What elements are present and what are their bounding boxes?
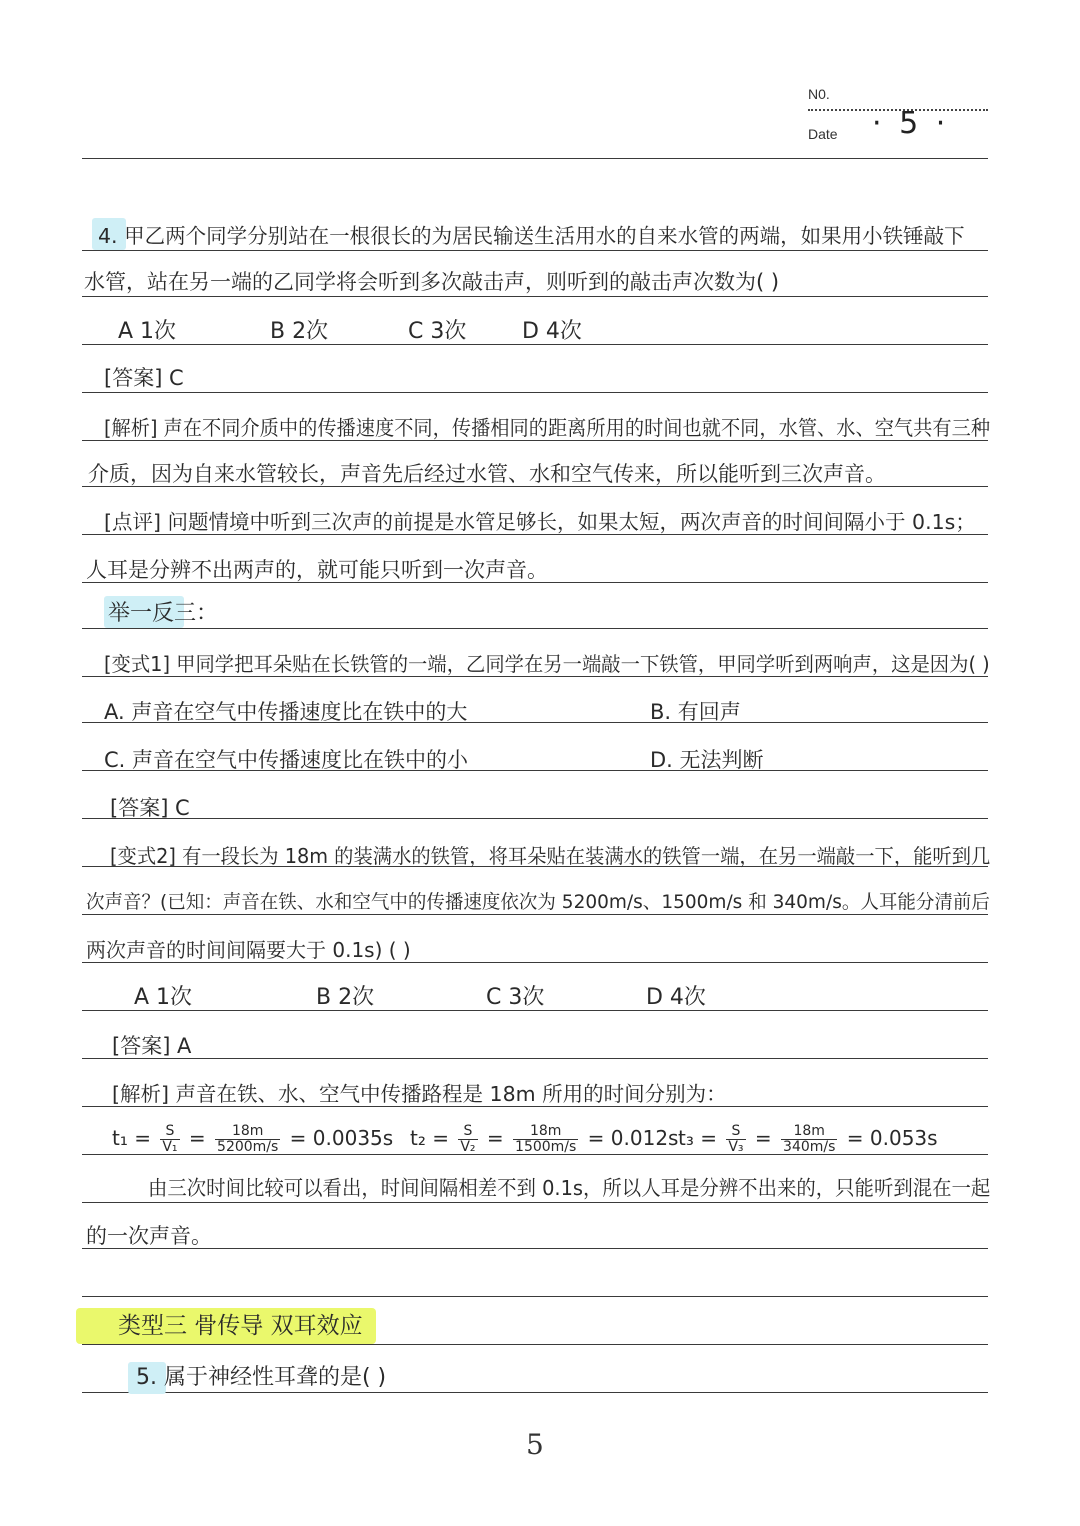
fraction-18m-over-5200: $\frac{18m}{5200m/s}$ — [217, 1123, 279, 1155]
fraction-18m-over-340: $\frac{18m}{340m/s}$ — [783, 1123, 836, 1155]
ruled-line — [82, 628, 988, 629]
fraction-18m-over-1500: $\frac{18m}{1500m/s}$ — [515, 1123, 577, 1155]
variant2-option-c: C 3次 — [486, 985, 545, 1010]
variant2-line3: 两次声音的时间间隔要大于 0.1s) ( ) — [86, 938, 411, 962]
formula-t1-lhs: t₁ = — [112, 1126, 151, 1150]
practice-heading: 举一反三： — [108, 601, 219, 626]
formula-t2-lhs: t₂ = — [410, 1126, 449, 1150]
ruled-line — [82, 1202, 988, 1203]
date-label: Date — [808, 126, 838, 142]
page-number: 5 — [526, 1428, 544, 1461]
q4-option-d: D 4次 — [522, 319, 582, 344]
ruled-line — [82, 818, 988, 819]
q4-option-a: A 1次 — [118, 319, 177, 344]
ruled-line — [82, 250, 988, 251]
formula-t1: t₁ = $\frac{S}{\text{V₁}}$ = $\frac{18m}{5200m/s}$ = 0.0035s — [112, 1123, 394, 1155]
variant2-option-d: D 4次 — [646, 985, 706, 1010]
variant1-answer: [答案] C — [110, 796, 190, 820]
q4-comment-line2: 人耳是分辨不出两声的，就可能只听到一次声音。 — [86, 558, 548, 582]
ruled-line — [82, 1058, 988, 1059]
q4-option-b: B 2次 — [270, 319, 329, 344]
conclusion-line1: 由三次时间比较可以看出，时间间隔相差不到 0.1s，所以人耳是分辨不出来的，只能听到混在一起 — [148, 1176, 991, 1200]
variant2-answer: [答案] A — [112, 1034, 192, 1058]
q4-stem-line1: 4. 甲乙两个同学分别站在一根很长的为居民输送生活用水的自来水管的两端，如果用小铁锤敲下 — [98, 224, 965, 248]
formula-t3-lhs: t₃ = — [678, 1126, 717, 1150]
q4-analysis-line2: 介质，因为自来水管较长，声音先后经过水管、水和空气传来，所以能听到三次声音。 — [88, 462, 886, 486]
q4-comment-line1: [点评] 问题情境中听到三次声的前提是水管足够长，如果太短，两次声音的时间间隔小于 0.1s； — [104, 510, 976, 534]
variant2-line2: 次声音？(已知：声音在铁、水和空气中的传播速度依次为 5200m/s、1500m/s 和 340m/s。人耳能分清前后 — [86, 891, 990, 913]
variant1-stem: [变式1] 甲同学把耳朵贴在长铁管的一端，乙同学在另一端敲一下铁管，甲同学听到两响声，这是因为( ) — [104, 652, 990, 676]
q4-stem-line2: 水管，站在另一端的乙同学将会听到多次敲击声，则听到的敲击声次数为( ) — [84, 270, 780, 294]
variant1-option-d: D. 无法判断 — [650, 748, 764, 772]
fraction-s-over-v2: $\frac{S}{\text{V₂}}$ — [460, 1123, 476, 1155]
variant1-option-c: C. 声音在空气中传播速度比在铁中的小 — [104, 748, 469, 772]
variant2-option-a: A 1次 — [134, 985, 193, 1010]
ruled-line — [82, 1392, 988, 1393]
variant1-option-b: B. 有回声 — [650, 700, 741, 724]
ruled-line — [82, 296, 988, 297]
type3-heading: 类型三 骨传导 双耳效应 — [118, 1313, 363, 1339]
q4-analysis-line1: [解析] 声在不同介质中的传播速度不同，传播相同的距离所用的时间也就不同，水管、水、空气共有三种 — [104, 416, 991, 440]
number-label: N0. — [808, 86, 830, 102]
fraction-s-over-v1: $\frac{S}{\text{V₁}}$ — [162, 1123, 178, 1155]
q4-option-c: C 3次 — [408, 319, 467, 344]
q4-answer: [答案] C — [104, 366, 184, 390]
date-value: · 5 · — [872, 106, 950, 141]
ruled-line — [82, 1296, 988, 1297]
variant2-analysis: [解析] 声音在铁、水、空气中传播路程是 18m 所用的时间分别为： — [112, 1082, 727, 1106]
formula-t2-result: = 0.012s — [587, 1126, 679, 1150]
variant1-option-a: A. 声音在空气中传播速度比在铁中的大 — [104, 700, 468, 724]
formula-t1-result: = 0.0035s — [289, 1126, 394, 1150]
formula-t3: t₃ = $\frac{S}{\text{V₃}}$ = $\frac{18m}{340m/s}$ = 0.053s — [678, 1123, 938, 1155]
ruled-line — [82, 1248, 988, 1249]
conclusion-line2: 的一次声音。 — [86, 1224, 212, 1248]
ruled-line — [82, 158, 988, 159]
ruled-line — [82, 1344, 988, 1345]
variant2-line1: [变式2] 有一段长为 18m 的装满水的铁管，将耳朵贴在装满水的铁管一端，在另一端敲一下，能听到几 — [110, 844, 991, 868]
formula-t3-result: = 0.053s — [846, 1126, 938, 1150]
formula-t2: t₂ = $\frac{S}{\text{V₂}}$ = $\frac{18m}{1500m/s}$ = 0.012s — [410, 1123, 679, 1155]
fraction-s-over-v3: $\frac{S}{\text{V₃}}$ — [728, 1123, 744, 1155]
ruled-line — [82, 392, 988, 393]
q5-stem: 5. 属于神经性耳聋的是( ) — [136, 1365, 387, 1390]
variant2-option-b: B 2次 — [316, 985, 375, 1010]
